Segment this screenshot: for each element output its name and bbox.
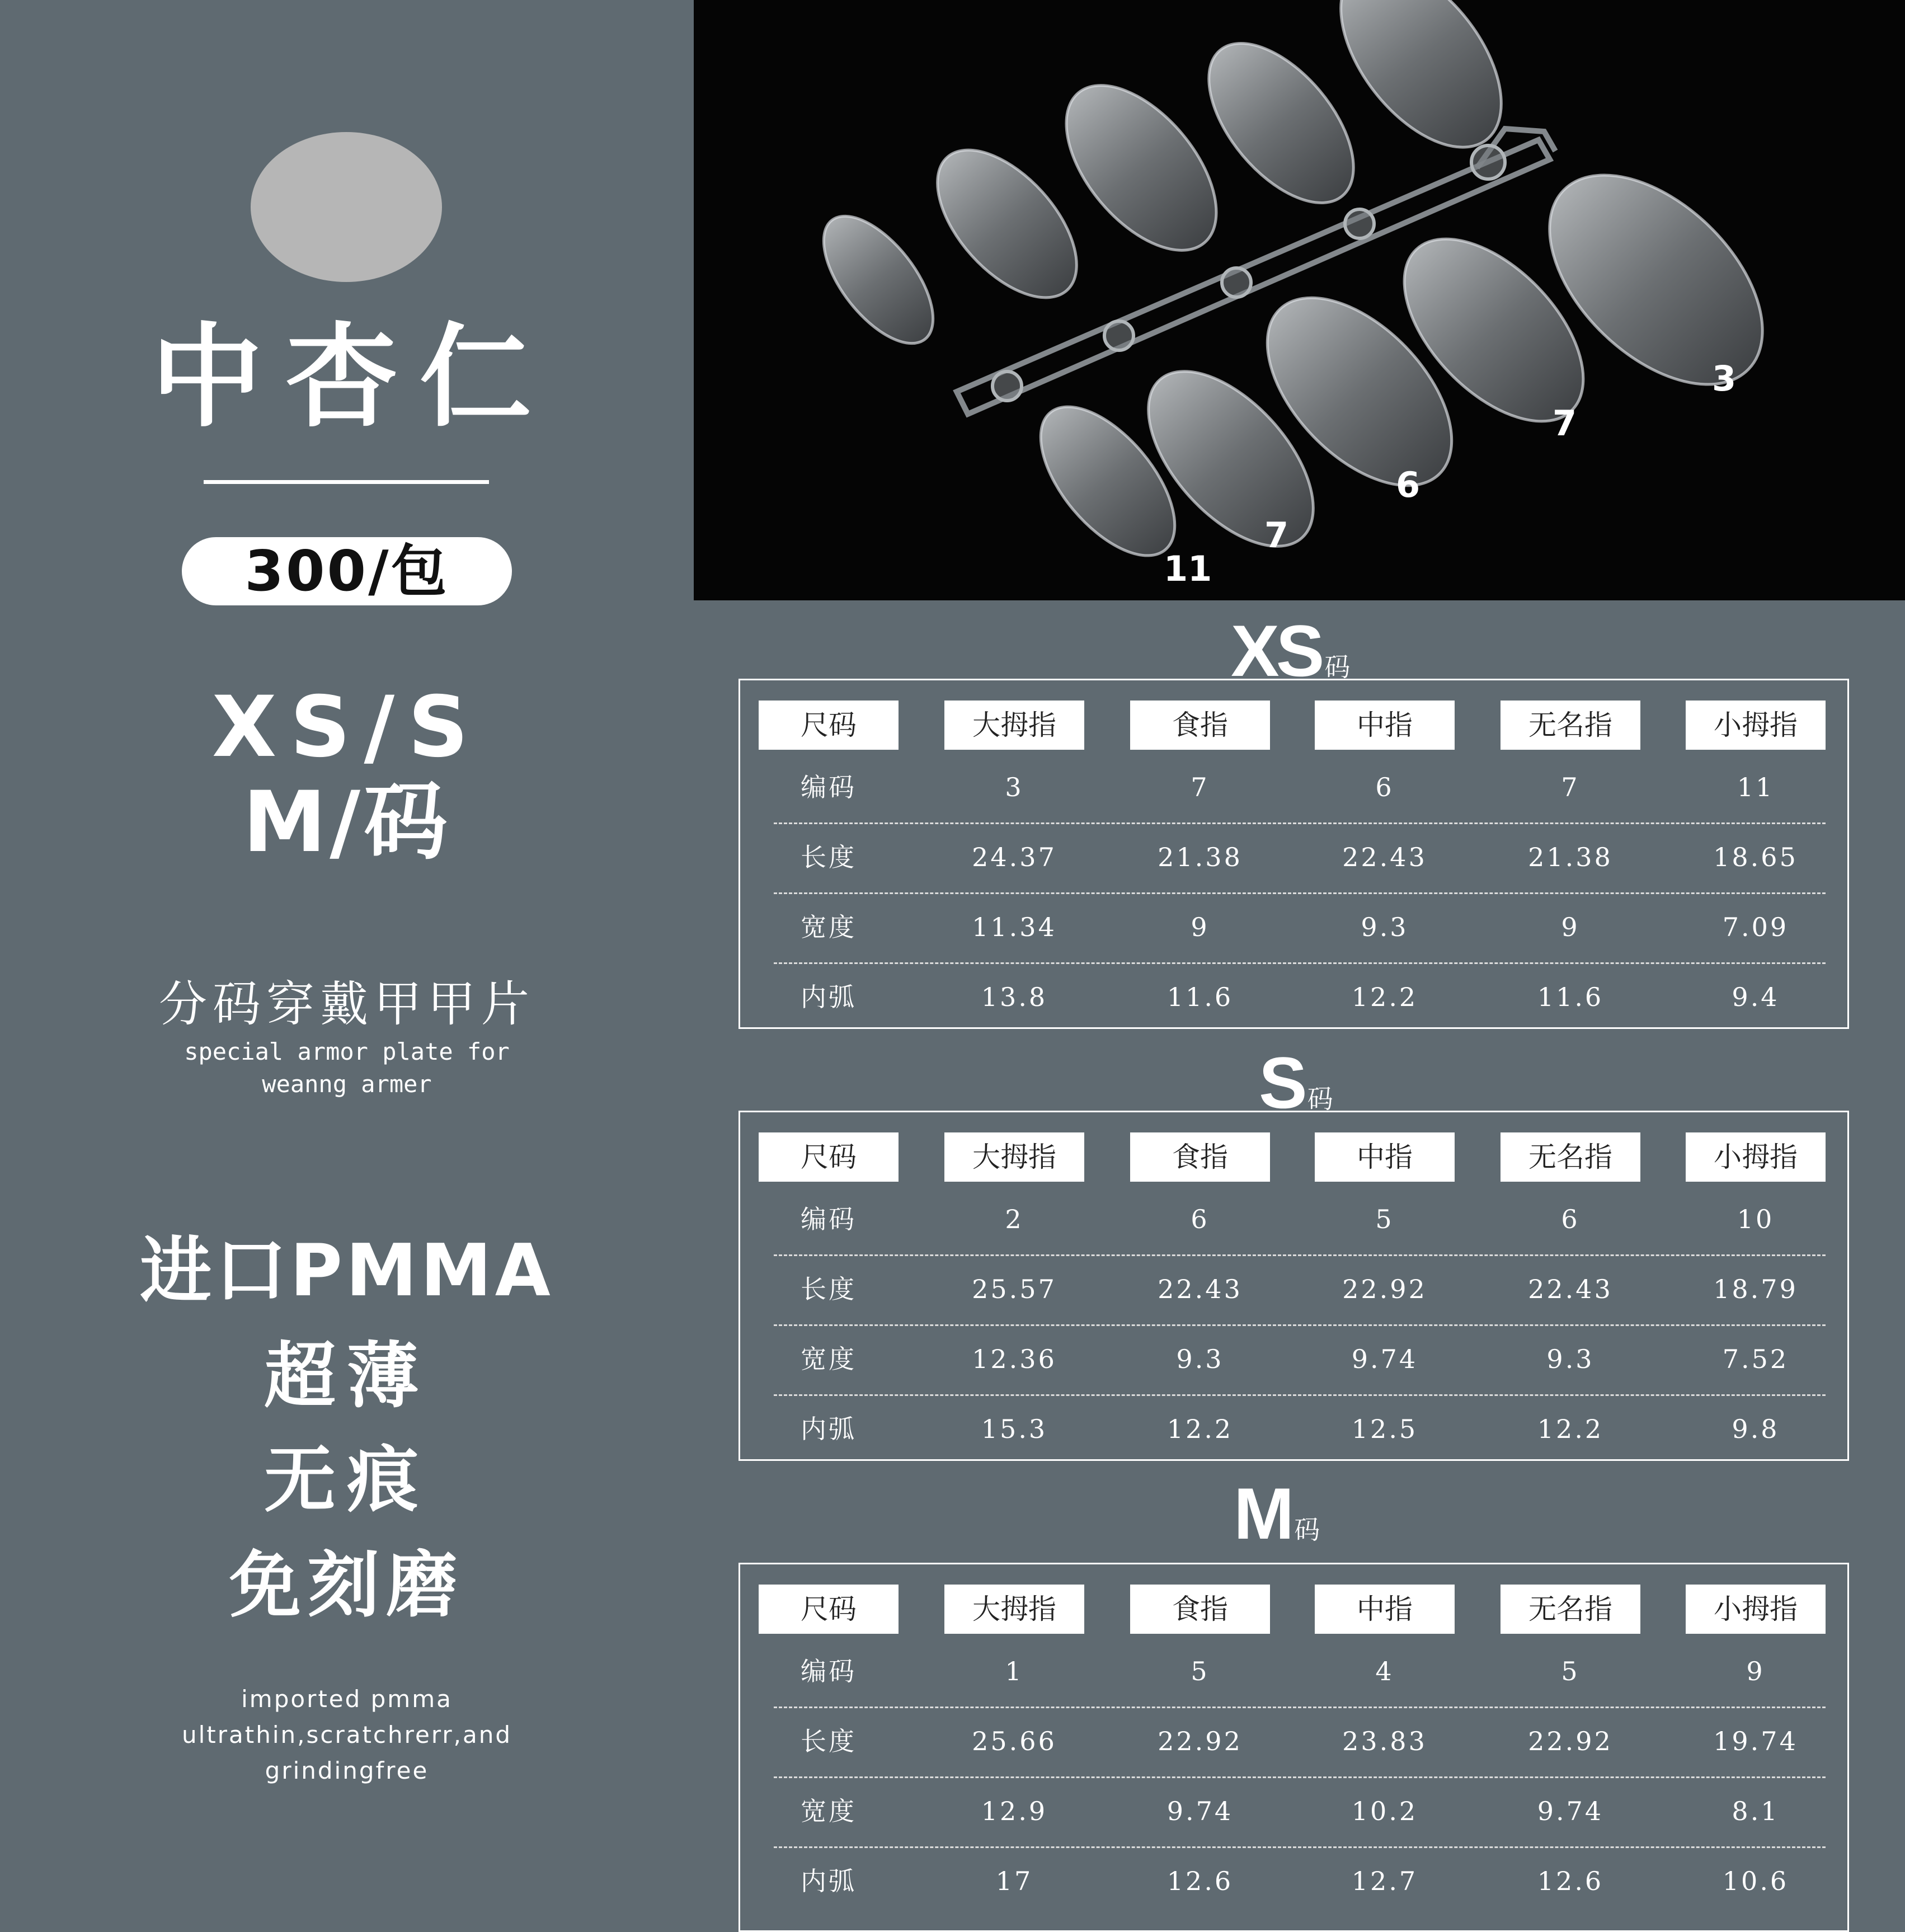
table-s-cell: 9.74 xyxy=(1351,1344,1418,1374)
table-s-cell: 22.43 xyxy=(1158,1274,1243,1304)
table-m-cell: 10.6 xyxy=(1722,1866,1789,1896)
size-table-xs xyxy=(739,679,1849,1029)
nail-tips-illustration xyxy=(694,0,1905,600)
feature-no-mark: 无痕 xyxy=(264,1439,430,1522)
feature-pmma: 进口PMMA xyxy=(140,1229,554,1313)
table-s-cell: 10 xyxy=(1737,1204,1775,1234)
table-row xyxy=(774,753,1826,824)
table-s-row-label-1: 长度 xyxy=(801,1274,857,1304)
photo-label-7a: 7 xyxy=(1553,403,1577,444)
table-xs-cell: 11.34 xyxy=(972,912,1057,942)
table-m-cell: 10.2 xyxy=(1351,1796,1418,1826)
size-table-s xyxy=(739,1111,1849,1461)
subtitle-en-2: weanng armer xyxy=(262,1070,432,1098)
table-xs-header-0: 尺码 xyxy=(759,701,899,750)
table-row xyxy=(774,1776,1826,1848)
table-m-row-label-0: 编码 xyxy=(801,1656,857,1686)
table-xs-cell: 7 xyxy=(1191,772,1210,802)
table-xs-cell: 9.4 xyxy=(1732,982,1780,1012)
table-s-cell: 9.8 xyxy=(1732,1414,1780,1444)
table-s-cell: 18.79 xyxy=(1713,1274,1798,1304)
table-xs-cell: 7 xyxy=(1561,772,1580,802)
feature-no-grinding: 免刻磨 xyxy=(229,1544,464,1627)
size-table-m xyxy=(739,1563,1849,1932)
table-xs-row-label-0: 编码 xyxy=(801,772,857,802)
table-xs-cell: 11.6 xyxy=(1537,982,1604,1012)
logo-circle xyxy=(251,132,442,282)
table-m-row-label-1: 长度 xyxy=(801,1726,857,1756)
size-heading-s-label: S xyxy=(1259,1042,1304,1124)
table-s-cell: 25.57 xyxy=(972,1274,1057,1304)
table-xs-header-2: 食指 xyxy=(1130,701,1270,750)
table-m-cell: 23.83 xyxy=(1342,1726,1427,1756)
table-m-cell: 8.1 xyxy=(1732,1796,1780,1826)
table-m-cell: 5 xyxy=(1561,1656,1580,1686)
table-xs-cell: 24.37 xyxy=(972,842,1057,872)
sizes-line-1: XS/S xyxy=(211,679,482,776)
table-xs-cell: 6 xyxy=(1375,772,1394,802)
table-xs-row-label-3: 内弧 xyxy=(801,982,857,1012)
table-m-header-0: 尺码 xyxy=(759,1585,899,1634)
size-heading-s-suffix: 码 xyxy=(1307,1084,1333,1113)
feature-ultrathin: 超薄 xyxy=(264,1334,430,1418)
table-m-cell: 12.6 xyxy=(1537,1866,1604,1896)
table-m-cell: 25.66 xyxy=(972,1726,1057,1756)
table-s-cell: 22.43 xyxy=(1528,1274,1613,1304)
table-xs-cell: 22.43 xyxy=(1342,842,1427,872)
table-s-row-label-2: 宽度 xyxy=(801,1344,857,1374)
table-xs-cell: 9 xyxy=(1561,912,1580,942)
feature-en-2: ultrathin,scratchrerr,and xyxy=(182,1721,512,1748)
table-row xyxy=(774,1637,1826,1708)
table-row xyxy=(774,1846,1826,1916)
table-row xyxy=(774,1254,1826,1326)
table-s-header-5: 小拇指 xyxy=(1686,1132,1826,1182)
table-m-header-2: 食指 xyxy=(1130,1585,1270,1634)
left-panel xyxy=(0,0,694,1905)
table-m-cell: 12.7 xyxy=(1351,1866,1418,1896)
table-m-cell: 5 xyxy=(1191,1656,1210,1686)
sizes-line-2: M/码 xyxy=(242,774,451,871)
table-s-cell: 22.92 xyxy=(1342,1274,1427,1304)
size-heading-xs-suffix: 码 xyxy=(1324,652,1351,681)
size-heading-xs xyxy=(1231,610,1351,692)
size-heading-m-suffix: 码 xyxy=(1294,1515,1320,1544)
table-s-cell: 2 xyxy=(1005,1204,1024,1234)
table-s-cell: 6 xyxy=(1191,1204,1210,1234)
size-heading-m-label: M xyxy=(1234,1473,1291,1554)
table-s-header-2: 食指 xyxy=(1130,1132,1270,1182)
table-m-cell: 12.9 xyxy=(981,1796,1048,1826)
size-heading-m xyxy=(1234,1473,1320,1554)
table-row xyxy=(774,822,1826,894)
table-m-cell: 17 xyxy=(995,1866,1033,1896)
table-s-header-3: 中指 xyxy=(1315,1132,1455,1182)
table-xs-cell: 21.38 xyxy=(1158,842,1243,872)
table-row xyxy=(774,1324,1826,1396)
table-m-cell: 22.92 xyxy=(1528,1726,1613,1756)
table-m-cell: 9.74 xyxy=(1166,1796,1234,1826)
table-s-cell: 12.5 xyxy=(1351,1414,1418,1444)
table-m-row-label-2: 宽度 xyxy=(801,1796,857,1826)
table-xs-header-4: 无名指 xyxy=(1501,701,1640,750)
product-photo xyxy=(694,0,1905,600)
table-row xyxy=(774,1184,1826,1256)
table-m-cell: 19.74 xyxy=(1713,1726,1798,1756)
table-s-header-0: 尺码 xyxy=(759,1132,899,1182)
photo-label-11: 11 xyxy=(1164,548,1212,589)
table-m-header-5: 小拇指 xyxy=(1686,1585,1826,1634)
table-m-cell: 9.74 xyxy=(1537,1796,1604,1826)
pack-badge: 300/包 xyxy=(182,537,512,605)
product-title: 中杏仁 xyxy=(150,312,554,443)
table-s-header-4: 无名指 xyxy=(1501,1132,1640,1182)
table-s-cell: 5 xyxy=(1375,1204,1394,1234)
table-xs-header-1: 大拇指 xyxy=(944,701,1084,750)
photo-label-3: 3 xyxy=(1712,358,1737,399)
table-xs-cell: 13.8 xyxy=(981,982,1048,1012)
table-s-cell: 9.3 xyxy=(1546,1344,1594,1374)
table-s-header-1: 大拇指 xyxy=(944,1132,1084,1182)
table-s-cell: 12.2 xyxy=(1166,1414,1234,1444)
title-divider xyxy=(204,480,489,484)
table-row xyxy=(774,892,1826,964)
table-xs-cell: 3 xyxy=(1005,772,1024,802)
subtitle-cn: 分码穿戴甲甲片 xyxy=(159,976,535,1032)
table-row xyxy=(774,962,1826,1032)
table-m-cell: 22.92 xyxy=(1158,1726,1243,1756)
photo-label-7b: 7 xyxy=(1264,515,1289,556)
table-xs-cell: 11 xyxy=(1737,772,1775,802)
table-m-cell: 12.6 xyxy=(1166,1866,1234,1896)
table-xs-cell: 9.3 xyxy=(1361,912,1409,942)
table-xs-header-5: 小拇指 xyxy=(1686,701,1826,750)
table-s-cell: 12.36 xyxy=(972,1344,1057,1374)
table-m-cell: 1 xyxy=(1005,1656,1024,1686)
table-m-row-label-3: 内弧 xyxy=(801,1866,857,1896)
table-row xyxy=(774,1707,1826,1778)
table-s-cell: 12.2 xyxy=(1537,1414,1604,1444)
subtitle-en-1: special armor plate for xyxy=(184,1038,510,1065)
table-xs-cell: 11.6 xyxy=(1166,982,1234,1012)
feature-en-3: grindingfree xyxy=(265,1757,429,1784)
table-m-header-1: 大拇指 xyxy=(944,1585,1084,1634)
table-s-cell: 9.3 xyxy=(1176,1344,1224,1374)
table-m-cell: 4 xyxy=(1375,1656,1394,1686)
table-xs-header-3: 中指 xyxy=(1315,701,1455,750)
table-s-row-label-0: 编码 xyxy=(801,1204,857,1234)
feature-en-1: imported pmma xyxy=(241,1685,453,1713)
photo-label-6: 6 xyxy=(1396,464,1420,505)
table-s-cell: 15.3 xyxy=(981,1414,1048,1444)
table-xs-row-label-1: 长度 xyxy=(801,842,857,872)
table-m-cell: 9 xyxy=(1746,1656,1765,1686)
table-row xyxy=(774,1394,1826,1464)
table-xs-cell: 21.38 xyxy=(1528,842,1613,872)
table-xs-cell: 12.2 xyxy=(1351,982,1418,1012)
table-s-cell: 6 xyxy=(1561,1204,1580,1234)
table-xs-cell: 18.65 xyxy=(1713,842,1798,872)
table-m-header-3: 中指 xyxy=(1315,1585,1455,1634)
table-xs-cell: 7.09 xyxy=(1722,912,1789,942)
size-heading-xs-label: XS xyxy=(1231,610,1321,692)
table-xs-row-label-2: 宽度 xyxy=(801,912,857,942)
table-s-row-label-3: 内弧 xyxy=(801,1414,857,1444)
table-xs-cell: 9 xyxy=(1191,912,1210,942)
table-s-cell: 7.52 xyxy=(1722,1344,1789,1374)
table-m-header-4: 无名指 xyxy=(1501,1585,1640,1634)
size-heading-s xyxy=(1259,1042,1333,1124)
